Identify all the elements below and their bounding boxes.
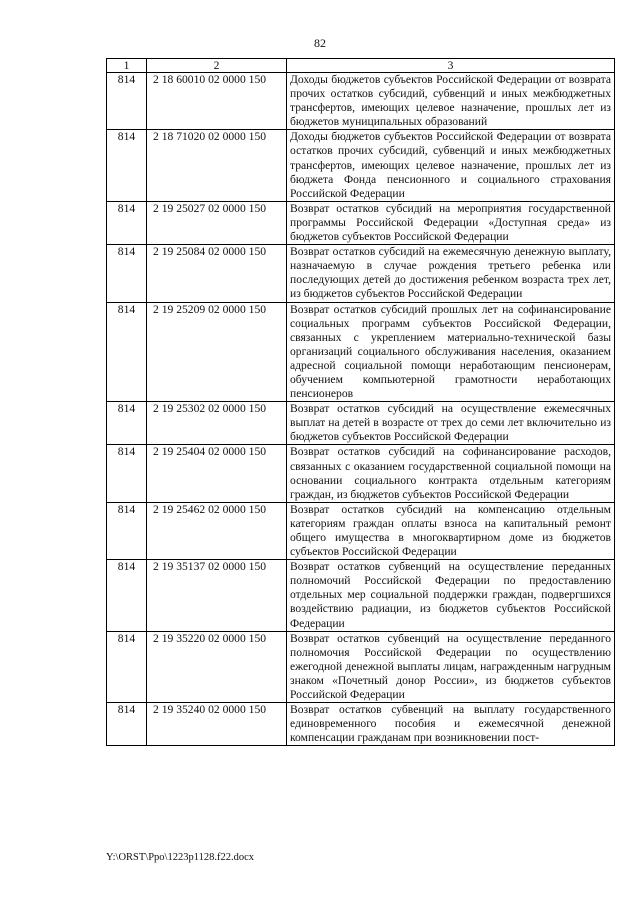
column-header-3: 3	[287, 59, 615, 73]
table-header-row	[107, 59, 615, 73]
admin-code-cell: 814	[107, 402, 147, 445]
revenue-name-cell: Возврат остатков субсидий прошлых лет на софинансирование социальных программ субъектов Российской Федерации, связанных с укреплением материально-технической базы организаций социального обслуживания населения, оказанием адресной социальной помощи неработающим пенсионерам, обучением компьютерной грамотности неработающих пенсионеров	[287, 302, 615, 402]
revenue-code-cell: 2 19 35240 02 0000 150	[147, 703, 287, 746]
table-row	[107, 245, 615, 302]
table-body	[107, 73, 615, 746]
revenue-code-cell: 2 19 25209 02 0000 150	[147, 302, 287, 402]
revenue-code-cell: 2 19 35220 02 0000 150	[147, 631, 287, 702]
revenue-name-cell: Возврат остатков субвенций на осуществление переданного полномочия Российской Федерации по осуществлению ежегодной денежной выплаты лицам, награжденным нагрудным знаком «Почетный донор России», из бюджетов субъектов Российской Федерации	[287, 631, 615, 702]
revenue-code-cell: 2 19 25027 02 0000 150	[147, 201, 287, 244]
budget-codes-table	[106, 58, 615, 746]
revenue-name-cell: Возврат остатков субсидий на компенсацию отдельным категориям граждан оплаты взноса на капитальный ремонт общего имущества в многоквартирном доме из бюджетов субъектов Российской Федерации	[287, 502, 615, 559]
revenue-code-cell: 2 19 25404 02 0000 150	[147, 445, 287, 502]
table-row	[107, 201, 615, 244]
admin-code-cell: 814	[107, 502, 147, 559]
revenue-name-cell: Возврат остатков субвенций на осуществление переданных полномочий Российской Федерации по предоставлению отдельных мер социальной поддержки граждан, подвергшихся воздействию радиации, из бюджетов субъектов Российской Федерации	[287, 560, 615, 631]
admin-code-cell: 814	[107, 560, 147, 631]
table-row	[107, 631, 615, 702]
table-row	[107, 502, 615, 559]
revenue-name-cell: Возврат остатков субсидий на ежемесячную денежную выплату, назначаемую в случае рождения третьего ребенка или последующих детей до достижения ребенком возраста трех лет, из бюджетов субъектов Российской Федерации	[287, 245, 615, 302]
admin-code-cell: 814	[107, 703, 147, 746]
table-row	[107, 130, 615, 201]
revenue-code-cell: 2 19 25462 02 0000 150	[147, 502, 287, 559]
table-row	[107, 445, 615, 502]
revenue-code-cell: 2 19 35137 02 0000 150	[147, 560, 287, 631]
admin-code-cell: 814	[107, 73, 147, 130]
revenue-code-cell: 2 18 71020 02 0000 150	[147, 130, 287, 201]
revenue-name-cell: Возврат остатков субсидий на осуществление ежемесячных выплат на детей в возрасте от трех до семи лет включительно из бюджетов субъектов Российской Федерации	[287, 402, 615, 445]
admin-code-cell: 814	[107, 201, 147, 244]
admin-code-cell: 814	[107, 631, 147, 702]
revenue-name-cell: Возврат остатков субсидий на мероприятия государственной программы Российской Федерации «Доступная среда» из бюджетов субъектов Российской Федерации	[287, 201, 615, 244]
admin-code-cell: 814	[107, 445, 147, 502]
admin-code-cell: 814	[107, 130, 147, 201]
table-row	[107, 703, 615, 746]
page-number: 82	[314, 36, 326, 50]
revenue-code-cell: 2 18 60010 02 0000 150	[147, 73, 287, 130]
table-row	[107, 302, 615, 402]
document-file-path: Y:\ORST\Ppo\1223p1128.f22.docx	[106, 852, 254, 863]
admin-code-cell: 814	[107, 302, 147, 402]
revenue-name-cell: Возврат остатков субвенций на выплату государственного единовременного пособия и ежемесячной денежной компенсации гражданам при возникновении пост-	[287, 703, 615, 746]
revenue-code-cell: 2 19 25084 02 0000 150	[147, 245, 287, 302]
table-row	[107, 560, 615, 631]
column-header-1: 1	[107, 59, 147, 73]
table-row	[107, 402, 615, 445]
revenue-name-cell: Доходы бюджетов субъектов Российской Федерации от возврата остатков прочих субсидий, субвенций и иных межбюджетных трансфертов, имеющих целевое назначение, прошлых лет из бюджета Фонда пенсионного и социального страхования Российской Федерации	[287, 130, 615, 201]
revenue-code-cell: 2 19 25302 02 0000 150	[147, 402, 287, 445]
revenue-name-cell: Доходы бюджетов субъектов Российской Федерации от возврата прочих остатков субсидий, субвенций и иных межбюджетных трансфертов, имеющих целевое назначение, прошлых лет из бюджетов муниципальных образований	[287, 73, 615, 130]
admin-code-cell: 814	[107, 245, 147, 302]
revenue-name-cell: Возврат остатков субсидий на софинансирование расходов, связанных с оказанием государственной социальной помощи на основании социального контракта отдельным категориям граждан, из бюджетов субъектов Российской Федерации	[287, 445, 615, 502]
column-header-2: 2	[147, 59, 287, 73]
table-row	[107, 73, 615, 130]
